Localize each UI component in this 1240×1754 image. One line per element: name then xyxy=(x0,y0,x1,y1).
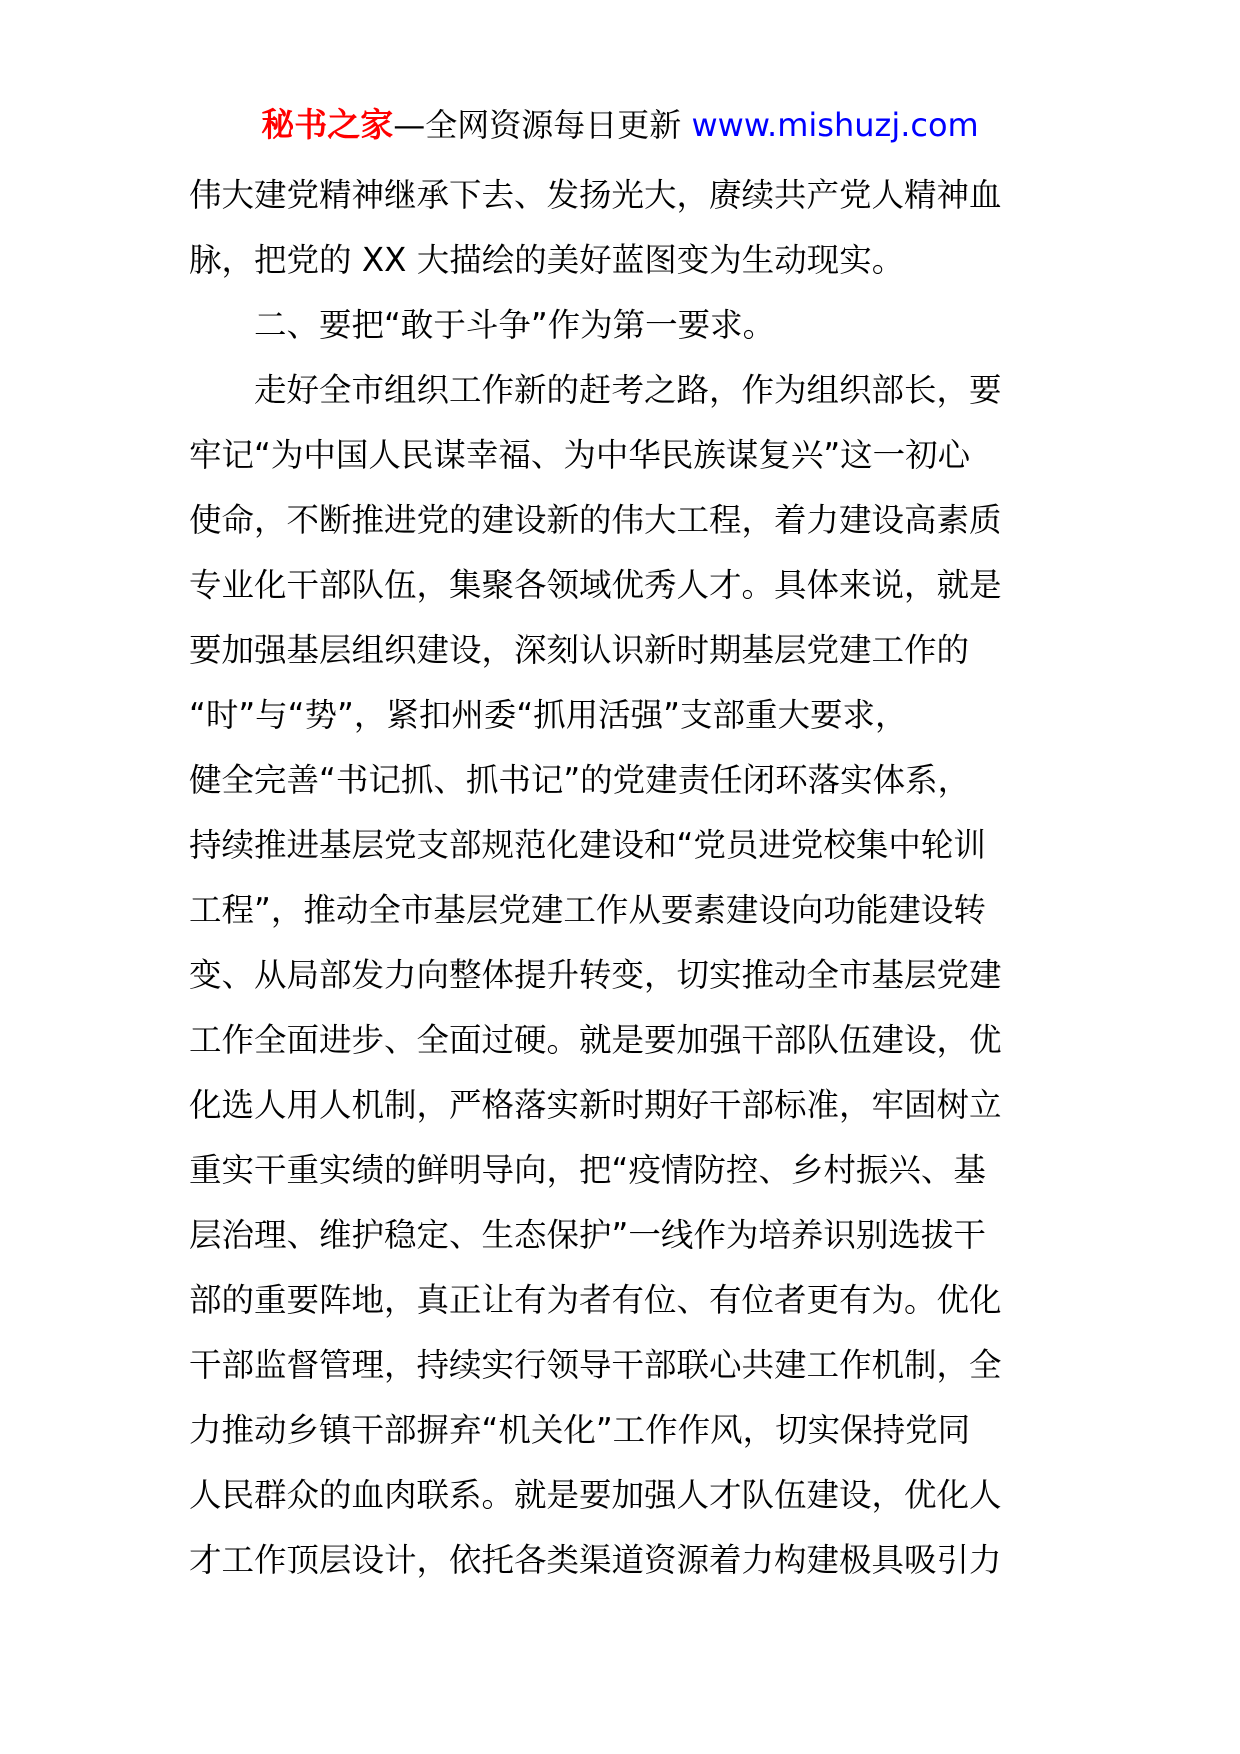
text-line: 才工作顶层设计，依托各类渠道资源着力构建极具吸引力 xyxy=(189,1541,1002,1579)
text-line: 部的重要阵地，真正让有为者有位、有位者更有为。优化 xyxy=(189,1281,1002,1319)
site-header xyxy=(0,100,1240,150)
text-line: 专业化干部队伍，集聚各领域优秀人才。具体来说，就是 xyxy=(189,566,1002,604)
text-line: 力推动乡镇干部摒弃“机关化”工作作风，切实保持党同 xyxy=(189,1411,971,1449)
text-line: 变、从局部发力向整体提升转变，切实推动全市基层党建 xyxy=(189,956,1002,994)
text-line: 重实干重实绩的鲜明导向，把“疫情防控、乡村振兴、基 xyxy=(189,1151,986,1189)
text-line: 人民群众的血肉联系。就是要加强人才队伍建设，优化人 xyxy=(189,1476,1002,1514)
text-line: 使命，不断推进党的建设新的伟大工程，着力建设高素质 xyxy=(189,501,1002,539)
text-line: 干部监督管理，持续实行领导干部联心共建工作机制，全 xyxy=(189,1346,1002,1384)
text-line: 工作全面进步、全面过硬。就是要加强干部队伍建设，优 xyxy=(189,1021,1002,1059)
text-line: 走好全市组织工作新的赶考之路，作为组织部长，要 xyxy=(254,371,1002,409)
document-body xyxy=(189,163,1069,1593)
site-brand: 秘书之家 xyxy=(261,105,394,144)
site-url-link[interactable]: www.mishuzj.com xyxy=(691,106,979,144)
text-line: 牢记“为中国人民谋幸福、为中华民族谋复兴”这一初心 xyxy=(189,436,971,474)
text-line: 脉，把党的 XX 大描绘的美好蓝图变为生动现实。 xyxy=(189,241,905,279)
text-line: 要加强基层组织建设，深刻认识新时期基层党建工作的 xyxy=(189,631,970,669)
text-line: 伟大建党精神继承下去、发扬光大，赓续共产党人精神血 xyxy=(189,176,1002,214)
text-line: 健全完善“书记抓、抓书记”的党建责任闭环落实体系， xyxy=(189,761,971,799)
text-line: 工程”，推动全市基层党建工作从要素建设向功能建设转 xyxy=(189,891,986,929)
section-heading: 二、要把“敢于斗争”作为第一要求。 xyxy=(254,306,776,344)
text-line: “时”与“势”，紧扣州委“抓用活强”支部重大要求， xyxy=(189,696,908,734)
site-tagline: —全网资源每日更新 xyxy=(393,106,692,144)
text-line: 持续推进基层党支部规范化建设和“党员进党校集中轮训 xyxy=(189,826,986,864)
text-line: 化选人用人机制，严格落实新时期好干部标准，牢固树立 xyxy=(189,1086,1002,1124)
text-line: 层治理、维护稳定、生态保护”一线作为培养识别选拔干 xyxy=(189,1216,986,1254)
